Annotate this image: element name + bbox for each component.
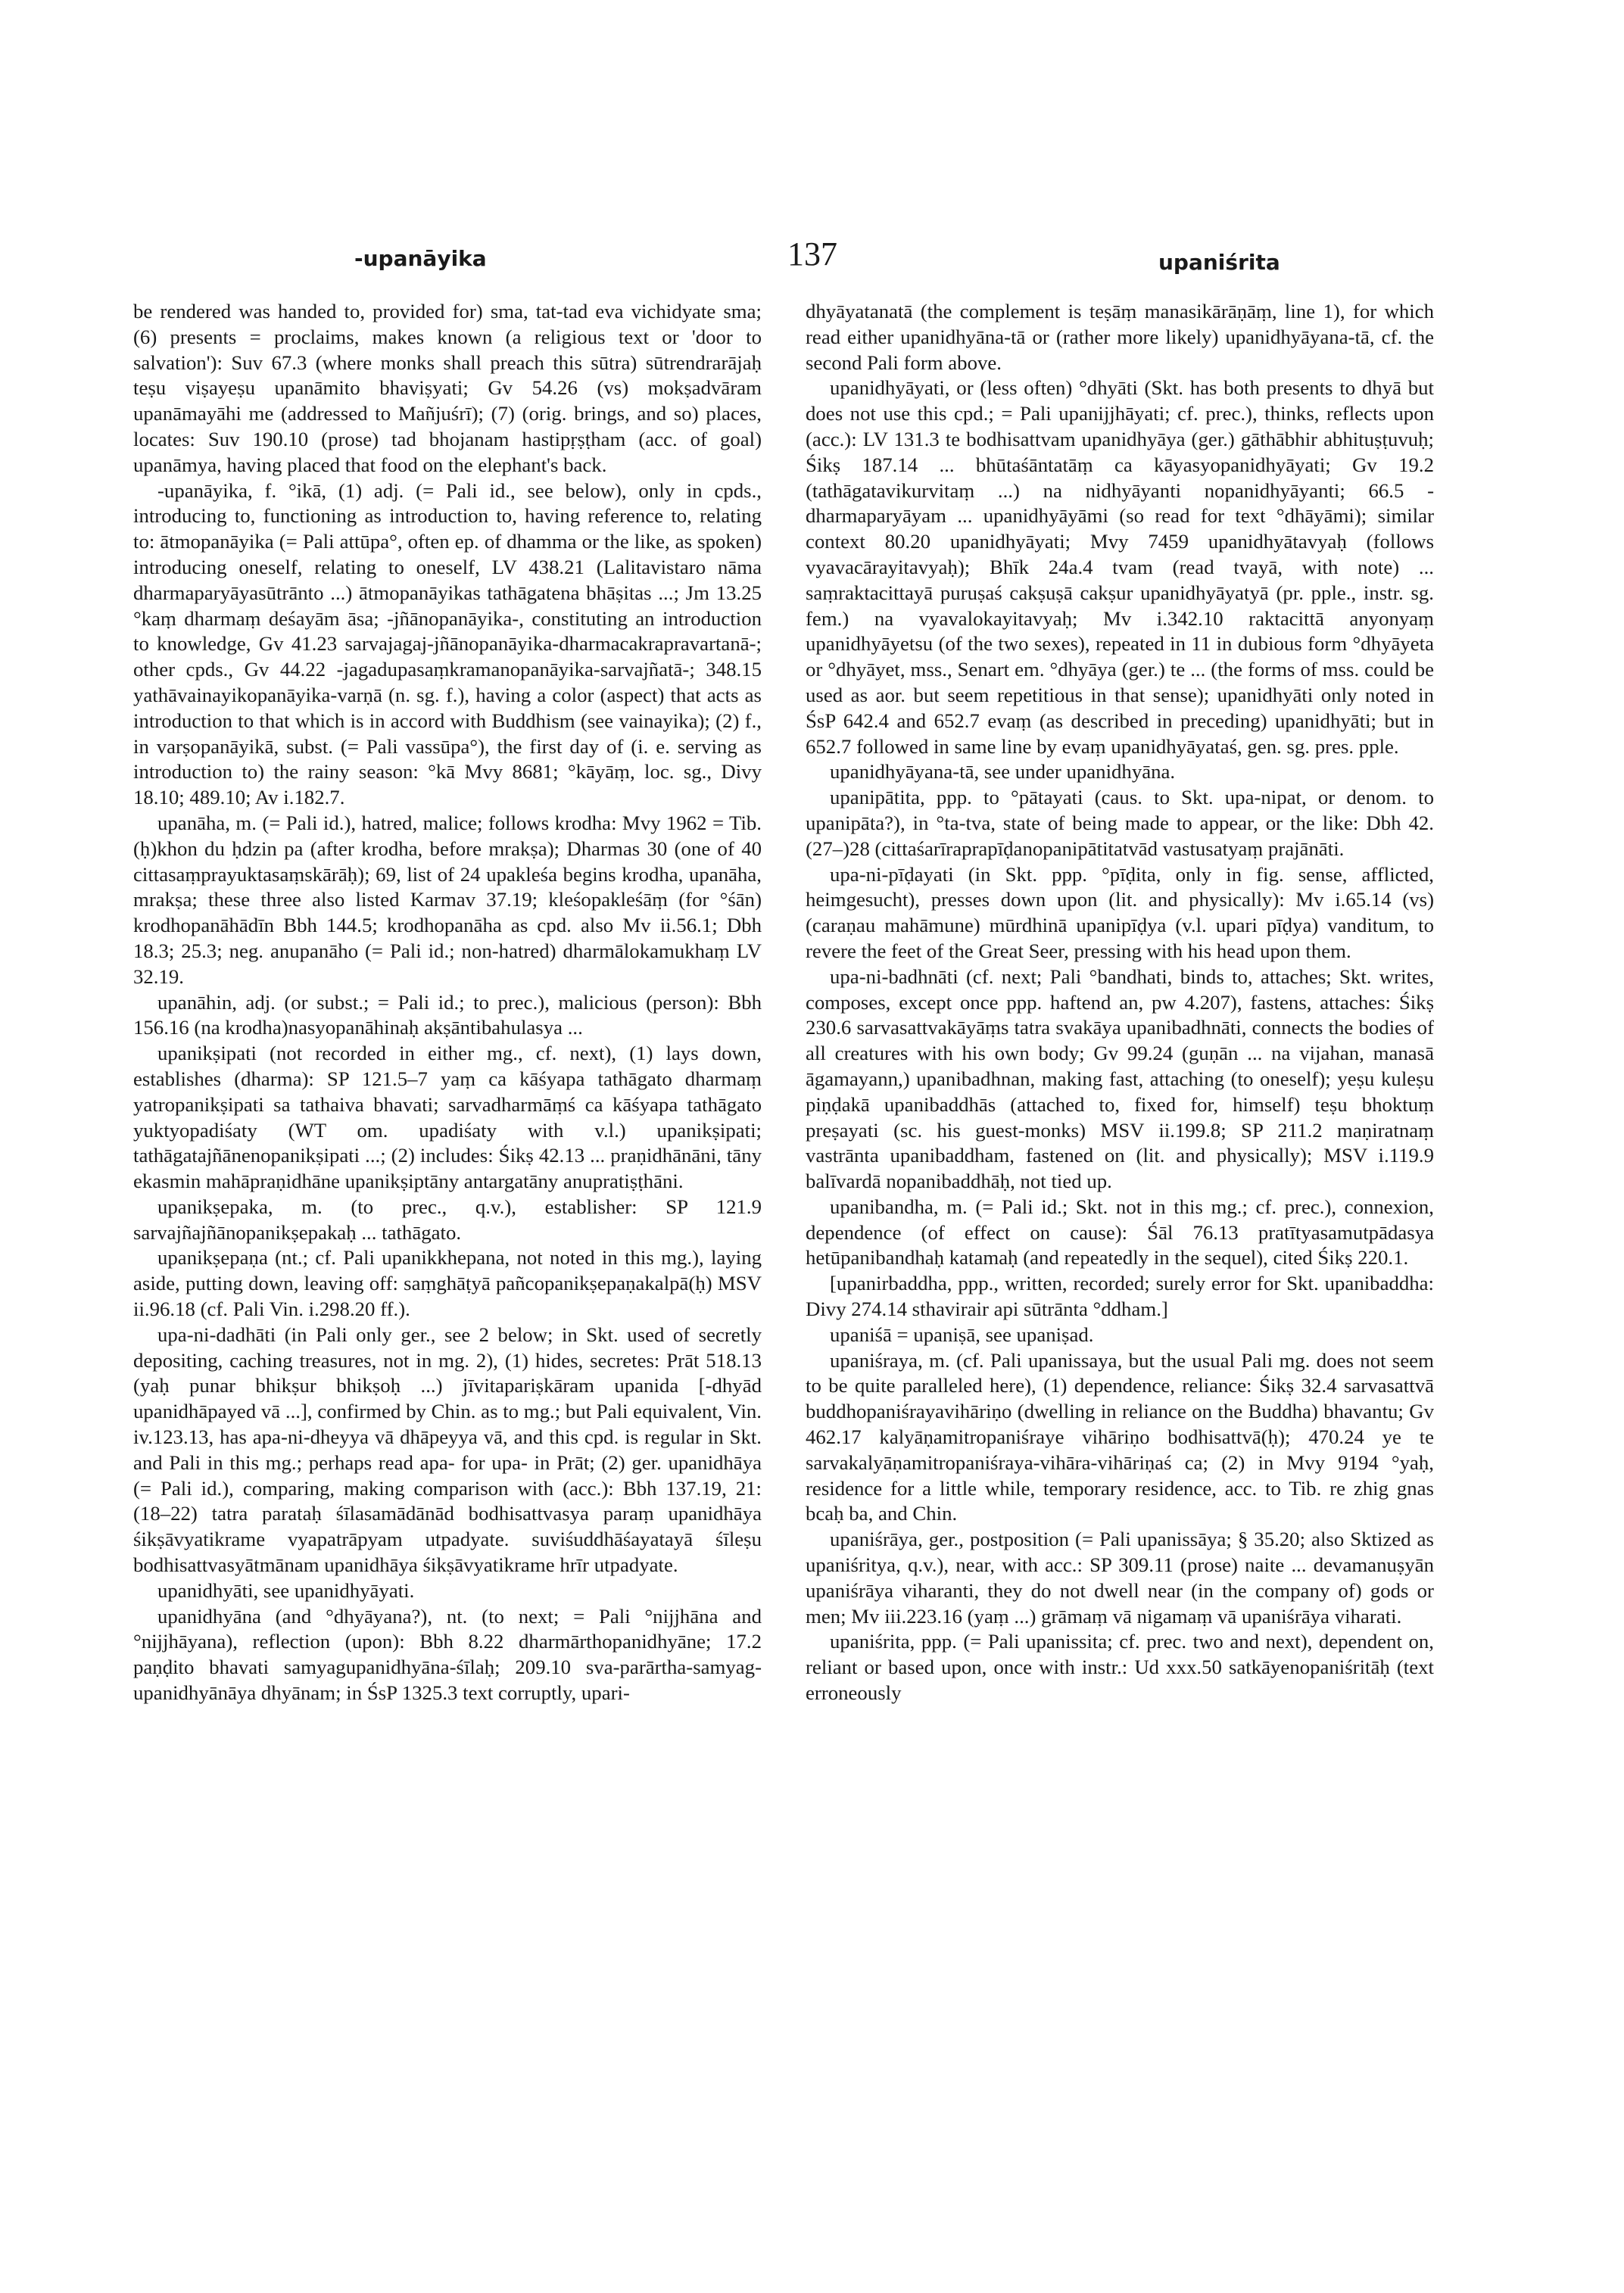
entry-upaniksepana: upanikṣepaṇa (nt.; cf. Pali upanikkhepana, not noted in this mg.), laying aside, putting down, leaving off: saṃghāṭyā pañcopanikṣepaṇakalpā(ḥ) MSV ii.96.18 (cf. Pali Vin. i.298.20 ff.).	[133, 1246, 762, 1321]
entry-upanibandha: upanibandha, m. (= Pali id.; Skt. not in this mg.; cf. prec.), connexion, dependence (of effect on cause): Śāl 76.13 pratītyasamutpādasya hetūpanibandhaḥ katamaḥ (and repeatedly in the sequel), cited Śikṣ 220.1.	[806, 1195, 1434, 1270]
entry-upaniksepaka: upanikṣepaka, m. (to prec., q.v.), establisher: SP 121.9 sarvajñajñānopanikṣepakaḥ ... tathāgato.	[133, 1195, 762, 1244]
entry-upa-ni-pidayati: upa-ni-pīḍayati (in Skt. ppp. °pīḍita, only in fig. sense, afflicted, heimgesucht), presses down upon (lit. and physically): Mv i.65.14 (vs) (caraṇau mahāmune) mūrdhinā upanipīḍya (v.l. upari pīḍya) vanditum, to revere the feet of the Great Seer, pressing with his head upon them.	[806, 862, 1434, 962]
entry-upanisrita: upaniśrita, ppp. (= Pali upanissita; cf. prec. two and next), dependent on, reliant or based upon, once with instr.: Ud xxx.50 satkāyenopaniśritāḥ (text erroneously	[806, 1630, 1434, 1705]
entry-upanipatita: upanipātita, ppp. to °pātayati (caus. to Skt. upa-nipat, or denom. to upanipāta?), in °ta-tva, state of being made to appear, or the like: Dbh 42.(27–)28 (cittaśarīraprapīḍanopanipātitatvād vastusatyaṃ prajānāti.	[806, 786, 1434, 860]
entry-upanidhyayati: upanidhyāyati, or (less often) °dhyāti (Skt. has both presents to dhyā but does not use this cpd.; = Pali upanijjhāyati; cf. prec.), thinks, reflects upon (acc.): LV 131.3 te bodhisattvam upanidhyāya (ger.) gāthābhir abhituṣṭuvuḥ; Śikṣ 187.14 ... bhūtaśāntatāṃ ca kāyasyopanidhyāyati; Gv 19.2 (tathāgatavikurvitaṃ ...) na nidhyāyanti nopanidhyāyanti; 66.5 -dharmaparyāyam ... upanidhyāyāmi (so read for text °dhāyāmi); similar context 80.20 upanidhyāyati; Mvy 7459 upanidhyātavyaḥ (follows vyavacārayitavyaḥ); Bhīk 24a.4 tvam (read tvayā, with note) ... saṃraktacittayā puruṣaś cakṣuṣā cakṣur upanidhyāyatyā (pr. pple., instr. sg. fem.) na vyavalokayitavyaḥ; Mv i.342.10 raktacittā anyonyaṃ upanidhyāyetsu (of the two sexes), repeated in 11 in dubious form °dhyāyeta or °dhyāyet, mss., Senart em. °dhyāya (ger.) te ... (the forms of mss. could be used as aor. but seem repetitious in that sense); upanidhyāti only noted in ŚsP 642.4 and 652.7 evaṃ (as described in preceding) upanidhyāti; but in 652.7 followed in same line by evaṃ upanidhyāyataś, gen. sg. pres. pple.	[806, 376, 1434, 758]
entry-upanidhyayana-ta: upanidhyāyana-tā, see under upanidhyāna.	[830, 760, 1176, 784]
entry-upanahin: upanāhin, adj. (or subst.; = Pali id.; to prec.), malicious (person): Bbh 156.16 (na krodha)nasyopanāhinaḥ akṣāntibahulasya ...	[133, 990, 762, 1039]
entry-upa-ni-dadhati: upa-ni-dadhāti (in Pali only ger., see 2 below; in Skt. used of secretly depositing, caching treasures, not in mg. 2), (1) hides, secretes: Prāt 518.13 (yaḥ punar bhikṣur bhikṣoḥ ...) jīvitapariṣkāram upanida [-dhyād upanidhāpayed vā ...], confirmed by Chin. as to mg.; but Pali equivalent, Vin. iv.123.13, has apa-ni-dheyya vā dhāpeyya vā, and this cpd. is regular in Skt. and Pali in this mg.; perhaps read apa- for upa- in Prāt; (2) ger. upanidhāya (= Pali id.), comparing, making comparison with (acc.): Bbh 137.19, 21: (18–22) tatra parataḥ śīlasamādānād bodhisattvasya paraṃ upanidhāya śikṣāvyatikrame vyapatrāpyam utpadyate. suviśuddhāśayatayā śīleṣu bodhisattvasyātmānam upanidhāya śikṣāvyatikrame hrīr utpadyate.	[133, 1323, 762, 1577]
entry-upanisraya: upaniśraya, m. (cf. Pali upanissaya, but the usual Pali mg. does not seem to be quite paralleled here), (1) dependence, reliance: Śikṣ 32.4 sarvasattvā buddhopaniśrayavihāriṇo (dwelling in reliance on the Buddha) bhavantu; Gv 462.17 kalyāṇamitropaniśraye vihāriṇo bodhisattvā(ḥ); 470.24 ye te sarvakalyāṇamitropaniśraya-vihāra-vihāriṇaś ca; (2) in Mvy 9194 °yaḥ, residence for a little while, temporary residence, acc. to Tib. re zhig gnas bcaḥ ba, and Chin.	[806, 1348, 1434, 1525]
page-number: 137	[787, 235, 837, 273]
entry-upanayika: -upanāyika, f. °ikā, (1) adj. (= Pali id., see below), only in cpds., introducing to, functioning as introduction to, having reference to, relating to: ātmopanāyika (= Pali attūpa°, often ep. of dhamma or the like, as spoken) introducing oneself, relating to oneself, LV 438.21 (Lalitavistaro nāma dharmaparyāyasūtrānto ...) ātmopanāyikas tathāgatena bhāṣitas ...; Jm 13.25 °kaṃ dharmaṃ deśayām āsa; -jñānopanāyika-, constituting an introduction to knowledge, Gv 41.23 sarvajagaj-jñānopanāyika-dharmacakrapravartanā-; other cpds., Gv 44.22 -jagadupasaṃkramanopanāyika-sarvajñatā-; 348.15 yathāvainayikopanāyika-varṇā (n. sg. f.), having a color (aspect) that acts as introduction to that which is in accord with Buddhism (see vainayika); (2) f., in varṣopanāyikā, subst. (= Pali vassūpa°), the first day of (i. e. serving as introduction to) the rainy season: °kā Mvy 8681; °kāyāṃ, loc. sg., Divy 18.10; 489.10; Av i.182.7.	[133, 478, 762, 809]
running-header	[280, 235, 1355, 280]
entry-upanidhyana: upanidhyāna (and °dhyāyana?), nt. (to next; = Pali °nijjhāna and °nijjhāyana), reflection (upon): Bbh 8.22 dharmārthopanidhyāne; 17.2 paṇḍito bhavati samyagupanidhyāna-śīlaḥ; 209.10 sva-parārtha-samyag-upanidhyānāya dhyānam; in ŚsP 1325.3 text corruptly, upari-	[133, 1604, 762, 1705]
left-column	[133, 299, 762, 2207]
entry-continuation: be rendered was handed to, provided for) sma, tat-tad eva vichidyate sma; (6) presents = proclaims, makes known (a religious text or 'door to salvation'): Suv 67.3 (where monks shall preach this sūtra) sūtrendrarājaḥ teṣu viṣayeṣu upanāmito bhaviṣyati; Gv 54.26 (vs) mokṣadvāram upanāmayāhi me (addressed to Mañjuśrī); (7) (orig. brings, and so) places, locates: Suv 190.10 (prose) tad bhojanam hastipṛṣṭham (acc. of goal) upanāmya, having placed that food on the elephant's back.	[133, 300, 762, 476]
entry-upanisraya-ger: upaniśrāya, ger., postposition (= Pali upanissāya; § 35.20; also Sktized as upaniśritya, q.v.), near, with acc.: SP 309.11 (prose) naite ... devamanuṣyān upaniśrāya viharanti, they do not dwell near (in the company of) gods or men; Mv iii.223.16 (yaṃ ...) grāmaṃ vā nigamaṃ vā upaniśrāya viharati.	[806, 1528, 1434, 1628]
right-guide-word: upaniśrita	[1158, 250, 1280, 275]
entry-upa-ni-badhnati: upa-ni-badhnāti (cf. next; Pali °bandhati, binds to, attaches; Skt. writes, composes, except once ppp. haftend an, pw 4.207), fastens, attaches: Śikṣ 230.6 sarvasattvakāyāṃs tatra svakāya upanibadhnāti, connects the bodies of all creatures with his own body; Gv 99.24 (guṇān ... na vijahan, manasā āgamayann,) upanibadhnan, making fast, attaching (to oneself); yeṣu kuleṣu piṇḍakā upanibaddhās (attached to, fixed for, himself) teṣu bhoktuṃ preṣayati (sc. his guest-monks) MSV ii.199.8; SP 211.2 maṇiratnaṃ vastrānta upanibaddham, fastened on (lit. and physically); MSV i.119.9 balīvardā nopanibaddhāḥ, not tied up.	[806, 964, 1434, 1193]
left-guide-word: -upanāyika	[354, 246, 487, 271]
right-column	[806, 299, 1434, 2207]
entry-upanirbaddha: [upanirbaddha, ppp., written, recorded; surely error for Skt. upanibaddha: Divy 274.14 sthavirair api sūtrānta °ddham.]	[806, 1272, 1434, 1321]
entry-upanaha: upanāha, m. (= Pali id.), hatred, malice; follows krodha: Mvy 1962 = Tib. (ḥ)khon du ḥdzin pa (after krodha, before mrakṣa); Dharmas 30 (one of 40 cittasaṃprayuktasaṃskārāḥ); 69, list of 24 upakleśa begins krodha, upanāha, mrakṣa; these three also listed Karmav 37.19; kleśopakleśāṃ (for °śān) krodhopanāhādīn Bbh 144.5; krodhopanāha as cpd. also Mv ii.56.1; Dbh 18.3; 25.3; neg. anupanāho (= Pali id.; non-hatred) dharmālokamukhaṃ LV 32.19.	[133, 811, 762, 988]
entry-continuation: dhyāyatanatā (the complement is teṣāṃ manasikārāṇāṃ, line 1), for which read either upanidhyāna-tā or (rather more likely) upanidhyāyana-tā, cf. the second Pali form above.	[806, 300, 1434, 374]
entry-upanisa: upaniśā = upaniṣā, see upaniṣad.	[830, 1323, 1094, 1346]
entry-upanidhyati: upanidhyāti, see upanidhyāyati.	[157, 1578, 415, 1602]
entry-upaniksipati: upanikṣipati (not recorded in either mg., cf. next), (1) lays down, establishes (dharma): SP 121.5–7 yaṃ ca kāśyapa tathāgato dharmaṃ yatropanikṣipati sa tathaiva bhavati; sarvadharmāṃś ca kāśyapa tathāgato yuktyopadiśaty (WT om. upadiśaty with v.l.) upanikṣipati; tathāgatajñānenopanikṣipati ...; (2) includes: Śikṣ 42.13 ... praṇidhānāni, tāny ekasmin mahāpraṇidhāne upanikṣiptāny antargatāny anupratiṣṭhāni.	[133, 1042, 762, 1193]
